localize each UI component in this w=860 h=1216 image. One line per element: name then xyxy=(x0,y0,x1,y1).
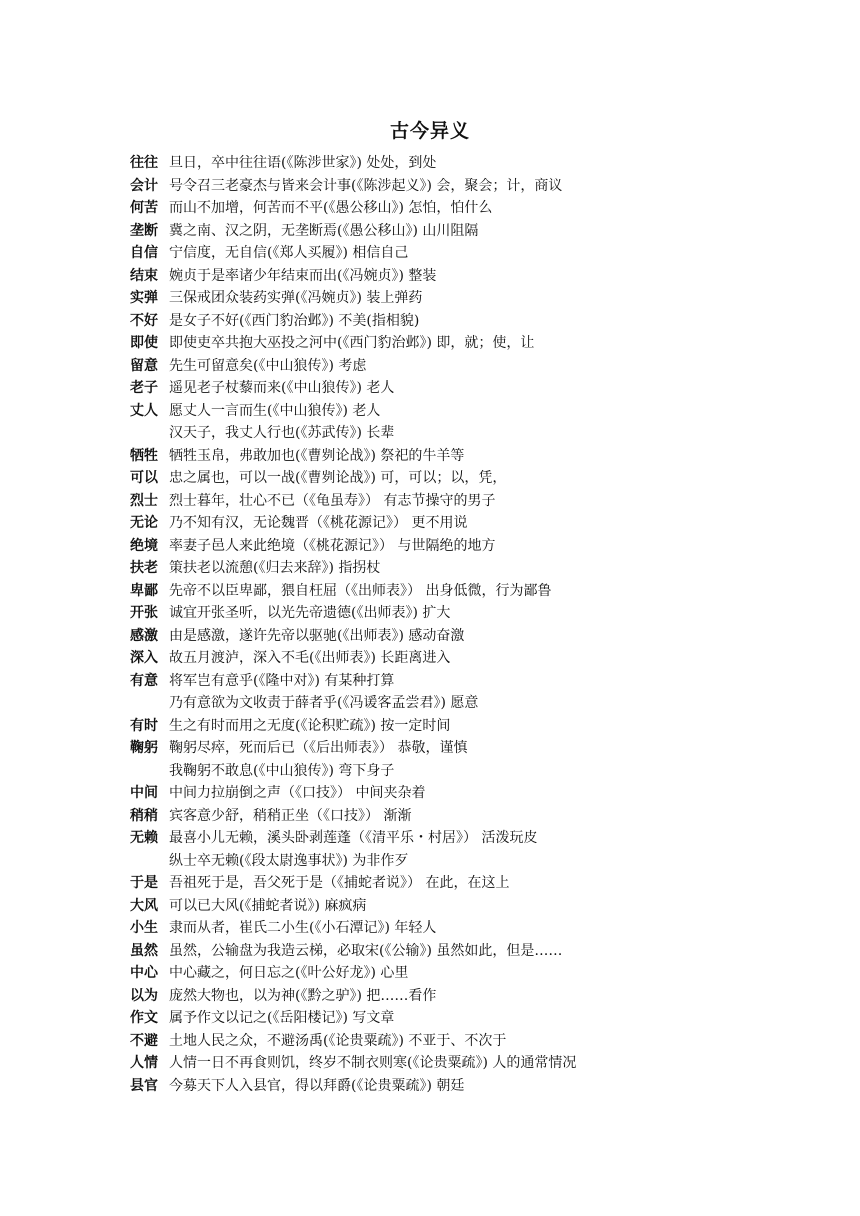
entry-row xyxy=(130,511,850,534)
entry-row xyxy=(130,714,850,737)
entry-text: 旦日，卒中往往语(《陈涉世家》) 处处，到处 xyxy=(169,155,437,172)
entry-row xyxy=(130,241,850,264)
entry-row xyxy=(130,489,850,512)
entry-text: 是女子不好(《西门豹治邺》) 不美(指相貌) xyxy=(169,312,420,329)
entry-row xyxy=(130,331,850,354)
entry-term: 可以 xyxy=(130,470,158,487)
entry-row xyxy=(130,826,850,849)
entry-term: 不避 xyxy=(130,1032,158,1049)
entry-row xyxy=(130,984,850,1007)
entry-term: 中心 xyxy=(130,965,158,982)
entry-row xyxy=(130,151,850,174)
entry-text: 先生可留意矣(《中山狼传》) 考虑 xyxy=(169,357,367,374)
entry-text: 烈士暮年，壮心不已（《龟虽寿》） 有志节操守的男子 xyxy=(169,492,496,509)
entry-term: 县官 xyxy=(130,1077,158,1094)
entry-term: 有意 xyxy=(130,672,158,689)
entry-row xyxy=(130,399,850,422)
entry-row xyxy=(130,669,850,692)
entry-term: 人情 xyxy=(130,1055,158,1072)
entry-text: 而山不加增，何苦而不平(《愚公移山》) 怎怕，怕什么 xyxy=(169,200,493,217)
entry-term: 感激 xyxy=(130,627,158,644)
entry-text: 我鞠躬不敢息(《中山狼传》) 弯下身子 xyxy=(169,762,395,779)
entry-text: 乃有意欲为文收责于薛者乎(《冯谖客孟尝君》) 愿意 xyxy=(169,695,479,712)
entry-text: 三保戒团众装药实弹(《冯婉贞》) 装上弹药 xyxy=(169,290,423,307)
entry-term: 开张 xyxy=(130,605,158,622)
entry-row xyxy=(130,264,850,287)
entry-text: 人情一日不再食则饥，终岁不制衣则寒(《论贵粟疏》) 人的通常情况 xyxy=(169,1055,577,1072)
entry-text: 宁信度，无自信(《郑人买履》) 相信自己 xyxy=(169,245,409,262)
entry-row xyxy=(130,759,850,782)
entry-row xyxy=(130,376,850,399)
entry-row xyxy=(130,871,850,894)
entry-row xyxy=(130,646,850,669)
entry-term: 中间 xyxy=(130,785,158,802)
page-title: 古今异义 xyxy=(389,120,470,142)
entry-term: 无赖 xyxy=(130,830,158,847)
entry-text: 婉贞于是率诸少年结束而出(《冯婉贞》) 整装 xyxy=(169,267,437,284)
entry-term: 烈士 xyxy=(130,492,158,509)
entry-list xyxy=(130,151,850,1096)
entry-text: 庞然大物也，以为神(《黔之驴》) 把……看作 xyxy=(169,987,437,1004)
entry-row xyxy=(130,444,850,467)
entry-term: 以为 xyxy=(130,987,158,1004)
entry-term: 小生 xyxy=(130,920,158,937)
entry-term: 虽然 xyxy=(130,942,158,959)
entry-row xyxy=(130,1051,850,1074)
entry-term: 鞠躬 xyxy=(130,740,158,757)
entry-term: 会计 xyxy=(130,177,158,194)
entry-term: 实弹 xyxy=(130,290,158,307)
entry-text: 最喜小儿无赖，溪头卧剥莲蓬（《清平乐・村居》） 活泼玩皮 xyxy=(169,830,538,847)
entry-text: 汉天子，我丈人行也(《苏武传》) 长辈 xyxy=(169,425,395,442)
entry-row xyxy=(130,894,850,917)
entry-text: 故五月渡泸，深入不毛(《出师表》) 长距离进入 xyxy=(169,650,451,667)
entry-term: 牺牲 xyxy=(130,447,158,464)
entry-row xyxy=(130,354,850,377)
entry-text: 今募天下人入县官，得以拜爵(《论贵粟疏》) 朝廷 xyxy=(169,1077,465,1094)
entry-row xyxy=(130,579,850,602)
entry-row xyxy=(130,309,850,332)
entry-text: 愿丈人一言而生(《中山狼传》) 老人 xyxy=(169,402,381,419)
entry-term: 自信 xyxy=(130,245,158,262)
entry-term: 无论 xyxy=(130,515,158,532)
entry-term: 即使 xyxy=(130,335,158,352)
entry-row xyxy=(130,174,850,197)
entry-row xyxy=(130,916,850,939)
entry-row xyxy=(130,556,850,579)
entry-text: 中间力拉崩倒之声（《口技》） 中间夹杂着 xyxy=(169,785,426,802)
entry-term: 老子 xyxy=(130,380,158,397)
entry-text: 率妻子邑人来此绝境（《桃花源记》） 与世隔绝的地方 xyxy=(169,537,496,554)
entry-text: 由是感激，遂许先帝以驱驰(《出师表》) 感动奋激 xyxy=(169,627,465,644)
entry-term: 稍稍 xyxy=(130,807,158,824)
entry-text: 生之有时而用之无度(《论积贮疏》) 按一定时间 xyxy=(169,717,451,734)
entry-text: 诚宜开张圣听，以光先帝遗德(《出师表》) 扩大 xyxy=(169,605,451,622)
entry-term: 扶老 xyxy=(130,560,158,577)
entry-text: 冀之南、汉之阴，无垄断焉(《愚公移山》) 山川阻隔 xyxy=(169,222,479,239)
entry-row xyxy=(130,1074,850,1097)
entry-row xyxy=(130,421,850,444)
entry-text: 宾客意少舒，稍稍正坐（《口技》） 渐渐 xyxy=(169,807,412,824)
entry-row xyxy=(130,736,850,759)
entry-row xyxy=(130,961,850,984)
entry-term: 作文 xyxy=(130,1010,158,1027)
entry-term: 往往 xyxy=(130,155,158,172)
entry-row xyxy=(130,219,850,242)
entry-row xyxy=(130,196,850,219)
entry-term: 卑鄙 xyxy=(130,582,158,599)
entry-term: 深入 xyxy=(130,650,158,667)
entry-row xyxy=(130,1006,850,1029)
entry-text: 鞠躬尽瘁，死而后已（《后出师表》） 恭敬，谨慎 xyxy=(169,740,468,757)
entry-term: 不好 xyxy=(130,312,158,329)
entry-row xyxy=(130,534,850,557)
entry-term: 绝境 xyxy=(130,537,158,554)
entry-term: 垄断 xyxy=(130,222,158,239)
entry-text: 虽然，公输盘为我造云梯，必取宋(《公输》) 虽然如此，但是…… xyxy=(169,942,563,959)
entry-row xyxy=(130,781,850,804)
entry-row xyxy=(130,624,850,647)
entry-text: 可以已大风(《捕蛇者说》) 麻疯病 xyxy=(169,897,367,914)
entry-term: 大风 xyxy=(130,897,158,914)
entry-text: 吾祖死于是，吾父死于是（《捕蛇者说》） 在此，在这上 xyxy=(169,875,510,892)
entry-row xyxy=(130,849,850,872)
entry-row xyxy=(130,286,850,309)
entry-term: 于是 xyxy=(130,875,158,892)
entry-term: 何苦 xyxy=(130,200,158,217)
entry-text: 策扶老以流憩(《归去来辞》) 指拐杖 xyxy=(169,560,381,577)
entry-text: 牺牲玉帛，弗敢加也(《曹刿论战》) 祭祀的牛羊等 xyxy=(169,447,465,464)
entry-text: 号令召三老豪杰与皆来会计事(《陈涉起义》) 会，聚会；计，商议 xyxy=(169,177,563,194)
entry-row xyxy=(130,691,850,714)
entry-text: 遥见老子杖藜而来(《中山狼传》) 老人 xyxy=(169,380,395,397)
entry-text: 土地人民之众，不避汤禹(《论贵粟疏》) 不亚于、不次于 xyxy=(169,1032,507,1049)
entry-term: 有时 xyxy=(130,717,158,734)
entry-text: 忠之属也，可以一战(《曹刿论战》) 可，可以；以，凭， xyxy=(169,470,507,487)
entry-term: 丈人 xyxy=(130,402,158,419)
entry-row xyxy=(130,466,850,489)
entry-text: 将军岂有意乎(《隆中对》) 有某种打算 xyxy=(169,672,395,689)
entry-row xyxy=(130,804,850,827)
entry-text: 即使吏卒共抱大巫投之河中(《西门豹治邺》) 即，就；使，让 xyxy=(169,335,535,352)
entry-term: 结束 xyxy=(130,267,158,284)
entry-text: 属予作文以记之(《岳阳楼记》) 写文章 xyxy=(169,1010,395,1027)
entry-row xyxy=(130,939,850,962)
entry-row xyxy=(130,1029,850,1052)
entry-text: 隶而从者，崔氏二小生(《小石潭记》) 年轻人 xyxy=(169,920,437,937)
entry-text: 先帝不以臣卑鄙，猥自枉屈（《出师表》） 出身低微，行为鄙鲁 xyxy=(169,582,552,599)
entry-text: 中心藏之，何日忘之(《叶公好龙》) 心里 xyxy=(169,965,409,982)
entry-term: 留意 xyxy=(130,357,158,374)
entry-row xyxy=(130,601,850,624)
entry-text: 纵士卒无赖(《段太尉逸事状》) 为非作歹 xyxy=(169,852,409,869)
entry-text: 乃不知有汉，无论魏晋（《桃花源记》） 更不用说 xyxy=(169,515,468,532)
